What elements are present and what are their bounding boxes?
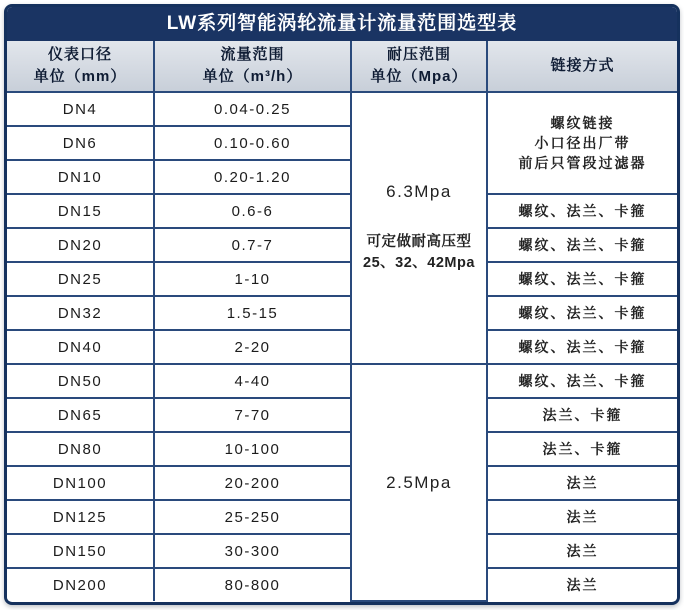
connection-cell: 法兰: [487, 466, 677, 500]
cell-dn: DN200: [7, 568, 154, 601]
cell-flow: 10-100: [154, 432, 351, 466]
cell-flow: 2-20: [154, 330, 351, 364]
table-row: [7, 466, 677, 500]
header-flow: [154, 41, 351, 92]
connection-cell: 法兰: [487, 568, 677, 601]
table-row: [7, 194, 677, 228]
pressure-high-note-line1: 可定做耐高压型: [366, 233, 472, 250]
cell-dn: DN32: [7, 296, 154, 330]
header-flow-line1: 流量范围: [220, 46, 285, 64]
small-bore-text: [488, 113, 677, 174]
cell-dn: DN100: [7, 466, 154, 500]
cell-dn: DN15: [7, 194, 154, 228]
cell-flow: 1-10: [154, 262, 351, 296]
table-row: [7, 92, 677, 126]
pressure-low-value: 2.5Mpa: [386, 472, 452, 492]
table-row: [7, 296, 677, 330]
cell-flow: 7-70: [154, 398, 351, 432]
header-diameter: [7, 41, 154, 92]
pressure-high-value: 6.3Mpa: [386, 181, 452, 201]
connection-cell: 螺纹、法兰、卡箍: [487, 262, 677, 296]
header-pressure-line1: 耐压范围: [386, 46, 451, 64]
cell-dn: DN40: [7, 330, 154, 364]
table-row: [7, 534, 677, 568]
connection-cell: 螺纹、法兰、卡箍: [487, 296, 677, 330]
connection-cell: 法兰: [487, 534, 677, 568]
pressure-high-note: [352, 232, 486, 274]
table-row: [7, 262, 677, 296]
connection-cell: 法兰、卡箍: [487, 432, 677, 466]
cell-dn: DN20: [7, 228, 154, 262]
cell-flow: 0.6-6: [154, 194, 351, 228]
table-row: [7, 364, 677, 398]
pressure-cell-low: [351, 364, 487, 601]
table-row: [7, 330, 677, 364]
cell-dn: DN50: [7, 364, 154, 398]
header-diameter-line1: 仪表口径: [47, 46, 112, 64]
pressure-high-note-line2: 25、32、42Mpa: [363, 255, 475, 271]
cell-flow: 0.10-0.60: [154, 126, 351, 160]
small-bore-line1: 螺纹链接: [550, 114, 615, 131]
cell-dn: DN125: [7, 500, 154, 534]
cell-dn: DN6: [7, 126, 154, 160]
connection-cell: 法兰: [487, 500, 677, 534]
cell-flow: 0.7-7: [154, 228, 351, 262]
cell-flow: 30-300: [154, 534, 351, 568]
cell-dn: DN80: [7, 432, 154, 466]
small-bore-line3: 前后只管段过滤器: [518, 155, 647, 172]
header-pressure-line2: 单位（Mpa）: [370, 68, 468, 85]
cell-dn: DN65: [7, 398, 154, 432]
connection-cell: 螺纹、法兰、卡箍: [487, 228, 677, 262]
table-title: LW系列智能涡轮流量计流量范围选型表: [7, 7, 677, 41]
connection-cell: 法兰、卡箍: [487, 398, 677, 432]
header-flow-line2: 单位（m³/h）: [202, 68, 303, 85]
pressure-cell-high: [351, 92, 487, 364]
table-row: [7, 228, 677, 262]
cell-flow: 0.20-1.20: [154, 160, 351, 194]
cell-flow: 4-40: [154, 364, 351, 398]
header-connection: [487, 41, 677, 92]
cell-dn: DN4: [7, 92, 154, 126]
connection-cell: 螺纹、法兰、卡箍: [487, 364, 677, 398]
connection-cell: 螺纹、法兰、卡箍: [487, 194, 677, 228]
cell-dn: DN10: [7, 160, 154, 194]
flow-range-table: [7, 41, 677, 602]
small-bore-line2: 小口径出厂带: [534, 134, 631, 151]
cell-flow: 25-250: [154, 500, 351, 534]
connection-cell-small-bore: [487, 92, 677, 194]
cell-dn: DN150: [7, 534, 154, 568]
header-row: [7, 41, 677, 92]
cell-flow: 20-200: [154, 466, 351, 500]
cell-flow: 80-800: [154, 568, 351, 601]
table-row: [7, 398, 677, 432]
selection-table-card: [4, 4, 680, 605]
header-pressure: [351, 41, 487, 92]
header-connection-label: 链接方式: [550, 57, 615, 74]
cell-dn: DN25: [7, 262, 154, 296]
cell-flow: 1.5-15: [154, 296, 351, 330]
header-diameter-line2: 单位（mm）: [33, 68, 127, 85]
table-row: [7, 500, 677, 534]
table-row: [7, 568, 677, 601]
connection-cell: 螺纹、法兰、卡箍: [487, 330, 677, 364]
cell-flow: 0.04-0.25: [154, 92, 351, 126]
table-row: [7, 432, 677, 466]
